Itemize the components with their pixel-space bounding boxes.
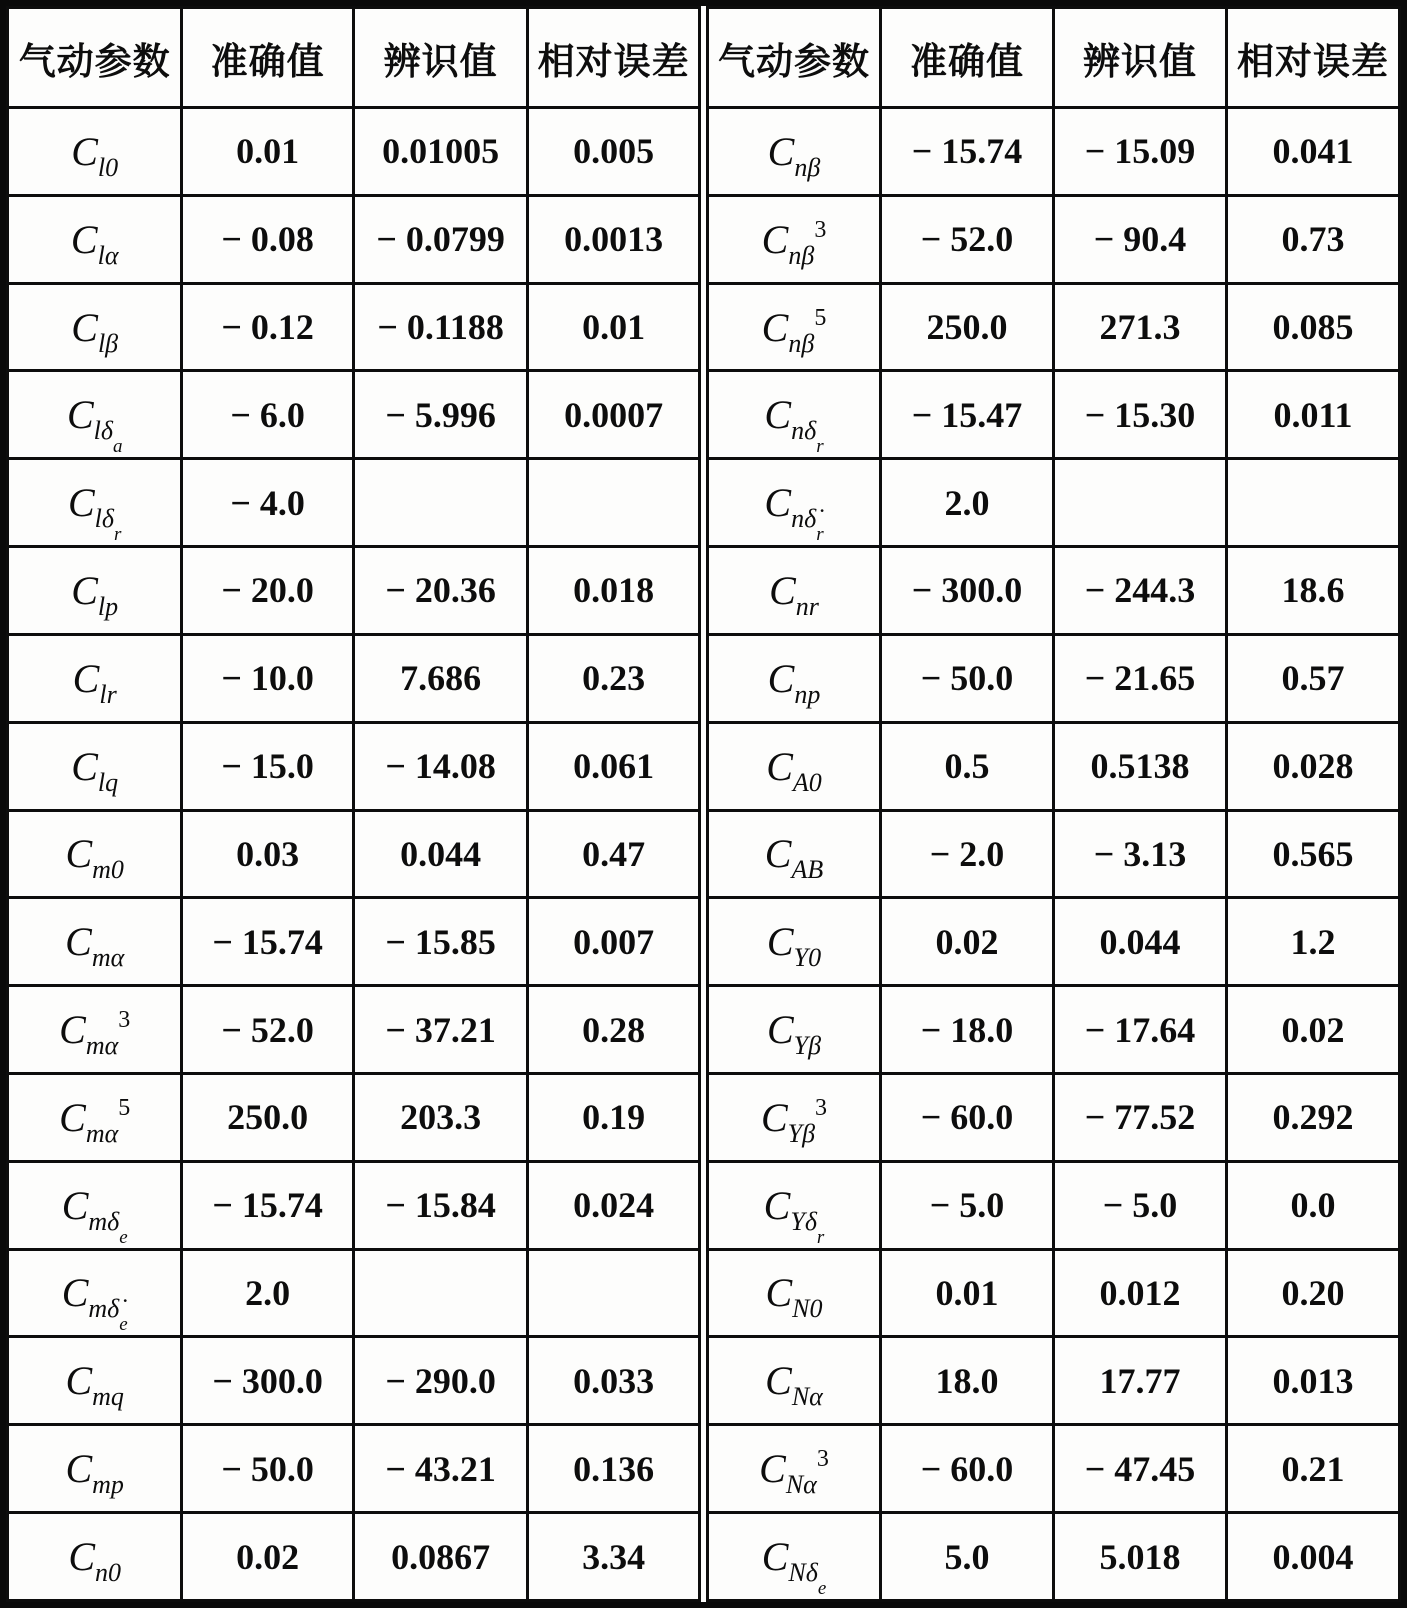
parameter-symbol: $C_{lq}$ (71, 743, 119, 797)
param-cell (708, 1161, 881, 1249)
accurate-cell: 5.0 (881, 1513, 1054, 1601)
error-cell: 1.2 (1227, 898, 1400, 986)
accurate-cell: − 0.08 (182, 195, 354, 283)
param-cell (708, 1249, 881, 1337)
accurate-cell: − 10.0 (182, 634, 354, 722)
error-cell: 0.23 (528, 634, 700, 722)
param-cell (708, 898, 881, 986)
accurate-cell: − 60.0 (881, 1073, 1054, 1161)
table-row (708, 371, 1400, 459)
table-row (708, 547, 1400, 635)
left-table-body (8, 108, 700, 1601)
identified-cell: − 15.09 (1054, 108, 1227, 196)
param-cell (8, 1161, 182, 1249)
param-cell (708, 459, 881, 547)
right-table-body (708, 108, 1400, 1601)
header-row (708, 8, 1400, 108)
table-row (708, 898, 1400, 986)
parameter-symbol: $C_{n\delta_r}$ (764, 392, 824, 458)
accurate-cell: − 0.12 (182, 283, 354, 371)
table-row (8, 1425, 700, 1513)
header-relative-error: 相对误差 (528, 8, 700, 108)
header-aero-parameter: 气动参数 (708, 8, 881, 108)
header-accurate-value: 准确值 (182, 8, 354, 108)
error-cell (528, 459, 700, 547)
accurate-cell: − 52.0 (881, 195, 1054, 283)
parameter-symbol: $C_{m\deltȧ_e}$ (61, 1270, 128, 1336)
header-identified-value: 辨识值 (1054, 8, 1227, 108)
accurate-cell: − 15.0 (182, 722, 354, 810)
accurate-cell: 0.01 (182, 108, 354, 196)
parameter-symbol: $C_{m0}$ (65, 831, 124, 885)
identified-cell: − 15.84 (353, 1161, 527, 1249)
parameter-symbol: $C_{Y0}$ (766, 919, 822, 973)
parameter-symbol: $C_{Y\beta}^3$ (760, 1094, 828, 1148)
error-cell: 0.004 (1227, 1513, 1400, 1601)
identified-cell: − 20.36 (353, 547, 527, 635)
error-cell: 0.20 (1227, 1249, 1400, 1337)
parameter-symbol: $C_{l\beta}$ (71, 304, 119, 358)
accurate-cell: 18.0 (881, 1337, 1054, 1425)
identified-cell: 0.044 (353, 810, 527, 898)
accurate-cell: 2.0 (881, 459, 1054, 547)
error-cell: 0.73 (1227, 195, 1400, 283)
table-row (708, 1425, 1400, 1513)
table-row (8, 1073, 700, 1161)
error-cell: 3.34 (528, 1513, 700, 1601)
parameter-symbol: $C_{nr}$ (769, 567, 819, 621)
identified-cell: − 17.64 (1054, 986, 1227, 1074)
parameter-symbol: $C_{l\alpha}$ (70, 216, 119, 270)
identified-cell (353, 459, 527, 547)
param-cell (8, 459, 182, 547)
identified-cell: − 15.85 (353, 898, 527, 986)
parameter-symbol: $C_{N\delta_e}$ (761, 1534, 827, 1599)
param-cell (708, 1337, 881, 1425)
parameter-symbol: $C_{l\delta_r}$ (67, 480, 122, 546)
parameter-symbol: $C_{m\alpha}$ (65, 919, 125, 973)
accurate-cell: − 50.0 (182, 1425, 354, 1513)
identified-cell: − 43.21 (353, 1425, 527, 1513)
table-row (708, 1161, 1400, 1249)
param-cell (708, 1425, 881, 1513)
parameter-symbol: $C_{N\alpha}$ (765, 1358, 823, 1412)
identified-cell: 203.3 (353, 1073, 527, 1161)
accurate-cell: − 15.47 (881, 371, 1054, 459)
param-cell (8, 1073, 182, 1161)
identified-cell: − 90.4 (1054, 195, 1227, 283)
table-row (708, 986, 1400, 1074)
accurate-cell: 0.03 (182, 810, 354, 898)
accurate-cell: − 6.0 (182, 371, 354, 459)
param-cell (8, 986, 182, 1074)
accurate-cell: − 20.0 (182, 547, 354, 635)
identified-cell: 5.018 (1054, 1513, 1227, 1601)
table-row (8, 1337, 700, 1425)
identified-cell: 0.01005 (353, 108, 527, 196)
error-cell: 0.007 (528, 898, 700, 986)
parameter-symbol: $C_{n\deltȧ_r}$ (764, 480, 824, 546)
error-cell: 0.47 (528, 810, 700, 898)
accurate-cell: − 300.0 (182, 1337, 354, 1425)
table-row (8, 1161, 700, 1249)
identified-cell: 0.044 (1054, 898, 1227, 986)
accurate-cell: − 15.74 (881, 108, 1054, 196)
accurate-cell: − 300.0 (881, 547, 1054, 635)
accurate-cell: 250.0 (182, 1073, 354, 1161)
table-row (8, 283, 700, 371)
accurate-cell: − 50.0 (881, 634, 1054, 722)
param-cell (708, 1513, 881, 1601)
param-cell (8, 1337, 182, 1425)
identified-cell: − 77.52 (1054, 1073, 1227, 1161)
accurate-cell: − 52.0 (182, 986, 354, 1074)
param-cell (8, 283, 182, 371)
accurate-cell: − 2.0 (881, 810, 1054, 898)
identified-cell: − 0.1188 (353, 283, 527, 371)
identified-cell: 7.686 (353, 634, 527, 722)
parameter-symbol: $C_{mq}$ (65, 1358, 124, 1412)
error-cell: 18.6 (1227, 547, 1400, 635)
identified-cell: − 37.21 (353, 986, 527, 1074)
accurate-cell: 0.02 (182, 1513, 354, 1601)
error-cell: 0.033 (528, 1337, 700, 1425)
param-cell (8, 810, 182, 898)
parameter-symbol: $C_{n0}$ (68, 1534, 122, 1587)
error-cell: 0.005 (528, 108, 700, 196)
error-cell (1227, 459, 1400, 547)
left-table (6, 6, 701, 1602)
error-cell: 0.061 (528, 722, 700, 810)
error-cell: 0.57 (1227, 634, 1400, 722)
parameter-symbol: $C_{A0}$ (766, 743, 822, 797)
identified-cell (1054, 459, 1227, 547)
table-row (708, 283, 1400, 371)
parameter-symbol: $C_{n\beta}^3$ (761, 216, 827, 270)
error-cell: 0.0007 (528, 371, 700, 459)
table-row (708, 810, 1400, 898)
table-row (708, 1249, 1400, 1337)
identified-cell: 0.5138 (1054, 722, 1227, 810)
param-cell (708, 371, 881, 459)
accurate-cell: 0.02 (881, 898, 1054, 986)
accurate-cell: 0.01 (881, 1249, 1054, 1337)
error-cell: 0.28 (528, 986, 700, 1074)
param-cell (708, 722, 881, 810)
header-aero-parameter: 气动参数 (8, 8, 182, 108)
identified-cell (353, 1249, 527, 1337)
param-cell (708, 986, 881, 1074)
table-row (708, 459, 1400, 547)
header-accurate-value: 准确值 (881, 8, 1054, 108)
table-row (708, 722, 1400, 810)
table-row (708, 1513, 1400, 1601)
identified-cell: − 3.13 (1054, 810, 1227, 898)
identified-cell: − 15.30 (1054, 371, 1227, 459)
table-row (8, 459, 700, 547)
error-cell: 0.19 (528, 1073, 700, 1161)
table-row (8, 898, 700, 986)
parameter-symbol: $C_{lp}$ (71, 567, 119, 621)
table-row (708, 1337, 1400, 1425)
parameter-symbol: $C_{l0}$ (71, 128, 119, 182)
param-cell (8, 195, 182, 283)
accurate-cell: − 5.0 (881, 1161, 1054, 1249)
param-cell (8, 1425, 182, 1513)
parameter-symbol: $C_{n\beta}$ (767, 128, 821, 182)
param-cell (8, 1513, 182, 1601)
identified-cell: 0.012 (1054, 1249, 1227, 1337)
accurate-cell: 0.5 (881, 722, 1054, 810)
parameter-symbol: $C_{np}$ (767, 655, 821, 709)
param-cell (708, 634, 881, 722)
error-cell: 0.136 (528, 1425, 700, 1513)
identified-cell: 271.3 (1054, 283, 1227, 371)
identified-cell: − 47.45 (1054, 1425, 1227, 1513)
error-cell: 0.21 (1227, 1425, 1400, 1513)
error-cell: 0.565 (1227, 810, 1400, 898)
parameter-symbol: $C_{Y\delta_r}$ (763, 1182, 825, 1248)
table-row (8, 810, 700, 898)
parameter-symbol: $C_{m\alpha}^3$ (59, 1007, 131, 1061)
param-cell (708, 547, 881, 635)
error-cell: 0.018 (528, 547, 700, 635)
identified-cell: − 14.08 (353, 722, 527, 810)
table-row (708, 1073, 1400, 1161)
right-table (706, 6, 1401, 1602)
accurate-cell: 250.0 (881, 283, 1054, 371)
parameter-symbol: $C_{AB}$ (764, 831, 824, 885)
error-cell: 0.028 (1227, 722, 1400, 810)
parameter-symbol: $C_{n\beta}^5$ (761, 304, 827, 358)
param-cell (8, 547, 182, 635)
identified-cell: − 290.0 (353, 1337, 527, 1425)
param-cell (708, 283, 881, 371)
table-row (8, 1513, 700, 1601)
param-cell (8, 371, 182, 459)
table-row (8, 1249, 700, 1337)
parameter-symbol: $C_{Y\beta}$ (766, 1007, 822, 1061)
accurate-cell: 2.0 (182, 1249, 354, 1337)
accurate-cell: − 60.0 (881, 1425, 1054, 1513)
table-row (8, 547, 700, 635)
header-row (8, 8, 700, 108)
error-cell: 0.024 (528, 1161, 700, 1249)
parameter-symbol: $C_{mp}$ (65, 1446, 124, 1500)
identified-cell: − 5.0 (1054, 1161, 1227, 1249)
table-row (708, 108, 1400, 196)
table-row (708, 195, 1400, 283)
table-row (8, 371, 700, 459)
identified-cell: 17.77 (1054, 1337, 1227, 1425)
table-row (8, 986, 700, 1074)
param-cell (8, 634, 182, 722)
param-cell (708, 195, 881, 283)
param-cell (8, 898, 182, 986)
parameter-symbol: $C_{l\delta_a}$ (66, 392, 123, 458)
identified-cell: − 21.65 (1054, 634, 1227, 722)
error-cell: 0.02 (1227, 986, 1400, 1074)
parameter-symbol: $C_{N\alpha}^3$ (759, 1446, 829, 1500)
param-cell (708, 1073, 881, 1161)
error-cell: 0.0 (1227, 1161, 1400, 1249)
param-cell (708, 810, 881, 898)
accurate-cell: − 15.74 (182, 1161, 354, 1249)
error-cell: 0.0013 (528, 195, 700, 283)
accurate-cell: − 4.0 (182, 459, 354, 547)
identified-cell: − 5.996 (353, 371, 527, 459)
table-row (8, 195, 700, 283)
error-cell: 0.013 (1227, 1337, 1400, 1425)
table-row (708, 634, 1400, 722)
parameter-symbol: $C_{lr}$ (72, 655, 117, 709)
error-cell: 0.292 (1227, 1073, 1400, 1161)
error-cell (528, 1249, 700, 1337)
parameter-symbol: $C_{m\alpha}^5$ (59, 1094, 131, 1148)
error-cell: 0.011 (1227, 371, 1400, 459)
identified-cell: 0.0867 (353, 1513, 527, 1601)
param-cell (8, 108, 182, 196)
accurate-cell: − 18.0 (881, 986, 1054, 1074)
identified-cell: − 0.0799 (353, 195, 527, 283)
header-relative-error: 相对误差 (1227, 8, 1400, 108)
header-identified-value: 辨识值 (353, 8, 527, 108)
param-cell (8, 1249, 182, 1337)
param-cell (8, 722, 182, 810)
parameter-symbol: $C_{m\delta_e}$ (61, 1182, 128, 1248)
error-cell: 0.041 (1227, 108, 1400, 196)
table-row (8, 108, 700, 196)
identified-cell: − 244.3 (1054, 547, 1227, 635)
table-row (8, 634, 700, 722)
param-cell (708, 108, 881, 196)
error-cell: 0.085 (1227, 283, 1400, 371)
accurate-cell: − 15.74 (182, 898, 354, 986)
parameter-symbol: $C_{N0}$ (765, 1270, 823, 1324)
error-cell: 0.01 (528, 283, 700, 371)
table-row (8, 722, 700, 810)
